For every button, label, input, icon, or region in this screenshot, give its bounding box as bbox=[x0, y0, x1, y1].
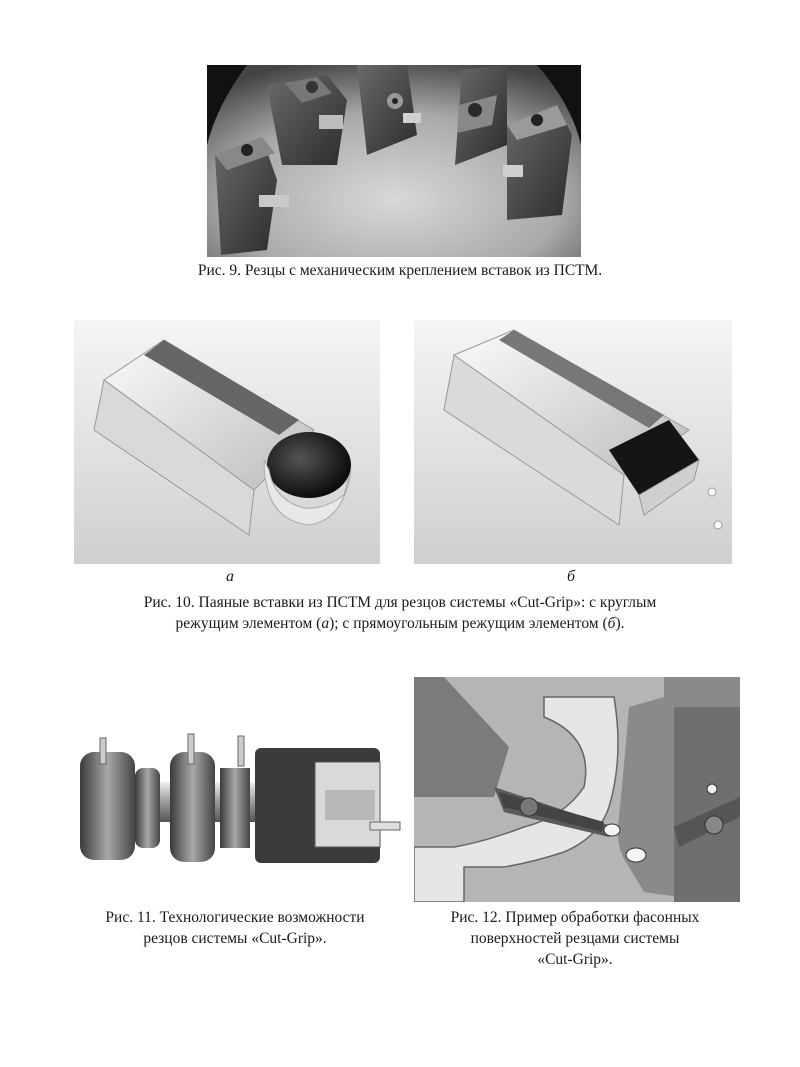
fig10b-label: б bbox=[567, 568, 576, 585]
fig11-caption-line1: Рис. 11. Технологические возможности bbox=[105, 909, 365, 926]
fig10-caption-line2-pre: режущим элементом ( bbox=[175, 615, 322, 632]
fig10b-photo bbox=[414, 320, 732, 564]
fig12-drawing bbox=[414, 677, 740, 902]
fig10-caption-line1: Рис. 10. Паяные вставки из ПСТМ для резцов системы «Cut-Grip»: с круглым bbox=[143, 594, 657, 611]
fig10a-photo bbox=[74, 320, 380, 564]
fig11-photo bbox=[70, 730, 406, 870]
fig10-caption-line2-post: ). bbox=[615, 615, 625, 632]
fig10-caption-line2-mid: ); с прямоугольным режущим элементом ( bbox=[329, 615, 608, 632]
fig9-caption: Рис. 9. Резцы с механическим креплением вставок из ПСТМ. bbox=[197, 262, 603, 279]
fig12-caption-line3: «Cut-Grip». bbox=[537, 951, 613, 968]
fig10a-label: а bbox=[226, 568, 234, 585]
fig9-photo bbox=[207, 65, 581, 257]
fig10-caption-ref-a: а bbox=[321, 615, 330, 632]
fig12-caption-line2: поверхностей резцами системы bbox=[470, 930, 680, 947]
fig10-caption-ref-b: б bbox=[607, 615, 616, 632]
fig12-caption-line1: Рис. 12. Пример обработки фасонных bbox=[450, 909, 700, 926]
fig11-caption-line2: резцов системы «Cut-Grip». bbox=[143, 930, 327, 947]
fig10-caption-line2 bbox=[40, 614, 760, 634]
